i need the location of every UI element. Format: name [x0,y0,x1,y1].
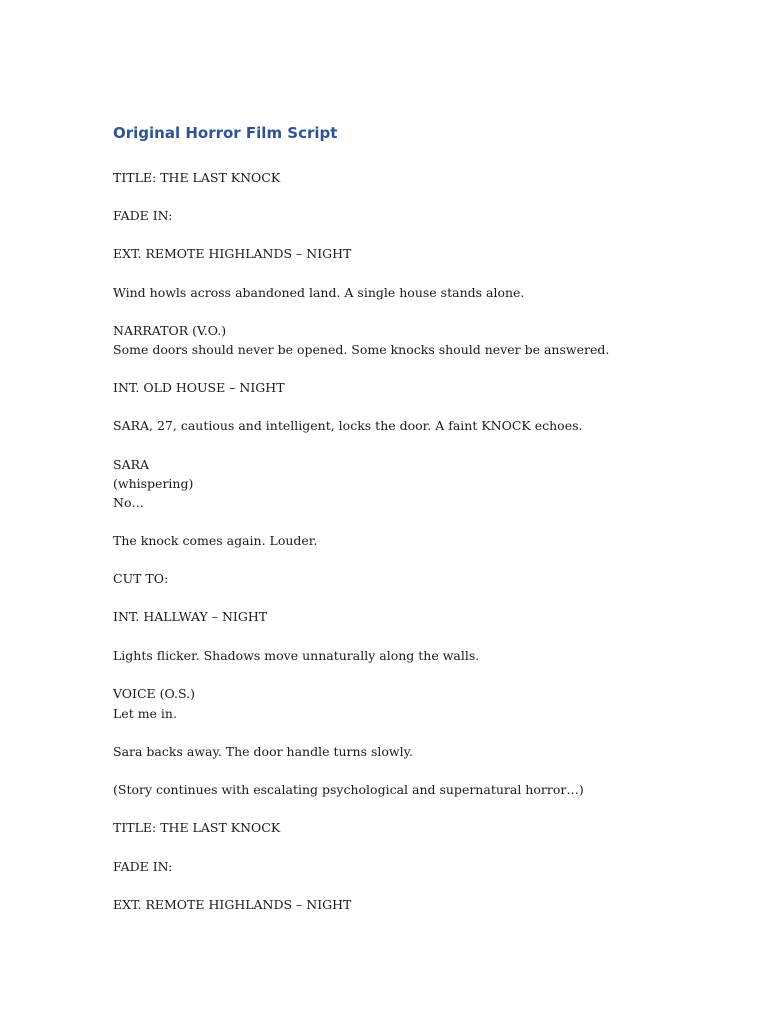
action-line-knock: The knock comes again. Louder. [113,533,318,548]
character-sara: SARA [113,457,150,472]
transition-fade-in: FADE IN: [113,208,173,223]
action-line-handle: Sara backs away. The door handle turns slowly. [113,744,413,759]
action-line-wind: Wind howls across abandoned land. A single house stands alone. [113,285,525,300]
transition-cut-to: CUT TO: [113,571,169,586]
action-line-sara: SARA, 27, cautious and intelligent, locks the door. A faint KNOCK echoes. [113,418,583,433]
character-voice: VOICE (O.S.) [113,686,195,701]
parenthetical-whispering: (whispering) [113,476,194,491]
dialogue-voice: Let me in. [113,706,177,721]
dialogue-sara: No… [113,495,144,510]
scene-heading-ext-highlands-repeat: EXT. REMOTE HIGHLANDS – NIGHT [113,897,352,912]
dialogue-narrator: Some doors should never be opened. Some knocks should never be answered. [113,342,610,357]
note-story-continues: (Story continues with escalating psychological and supernatural horror…) [113,782,584,797]
scene-heading-int-hallway: INT. HALLWAY – NIGHT [113,609,268,624]
script-title-line: TITLE: THE LAST KNOCK [113,170,281,185]
transition-fade-in-repeat: FADE IN: [113,859,173,874]
scene-heading-int-old-house: INT. OLD HOUSE – NIGHT [113,380,285,395]
action-line-lights: Lights flicker. Shadows move unnaturally along the walls. [113,648,480,663]
scene-heading-ext-highlands: EXT. REMOTE HIGHLANDS – NIGHT [113,246,352,261]
script-title-line-repeat: TITLE: THE LAST KNOCK [113,820,281,835]
document-heading: Original Horror Film Script [113,124,338,142]
character-narrator: NARRATOR (V.O.) [113,323,227,338]
